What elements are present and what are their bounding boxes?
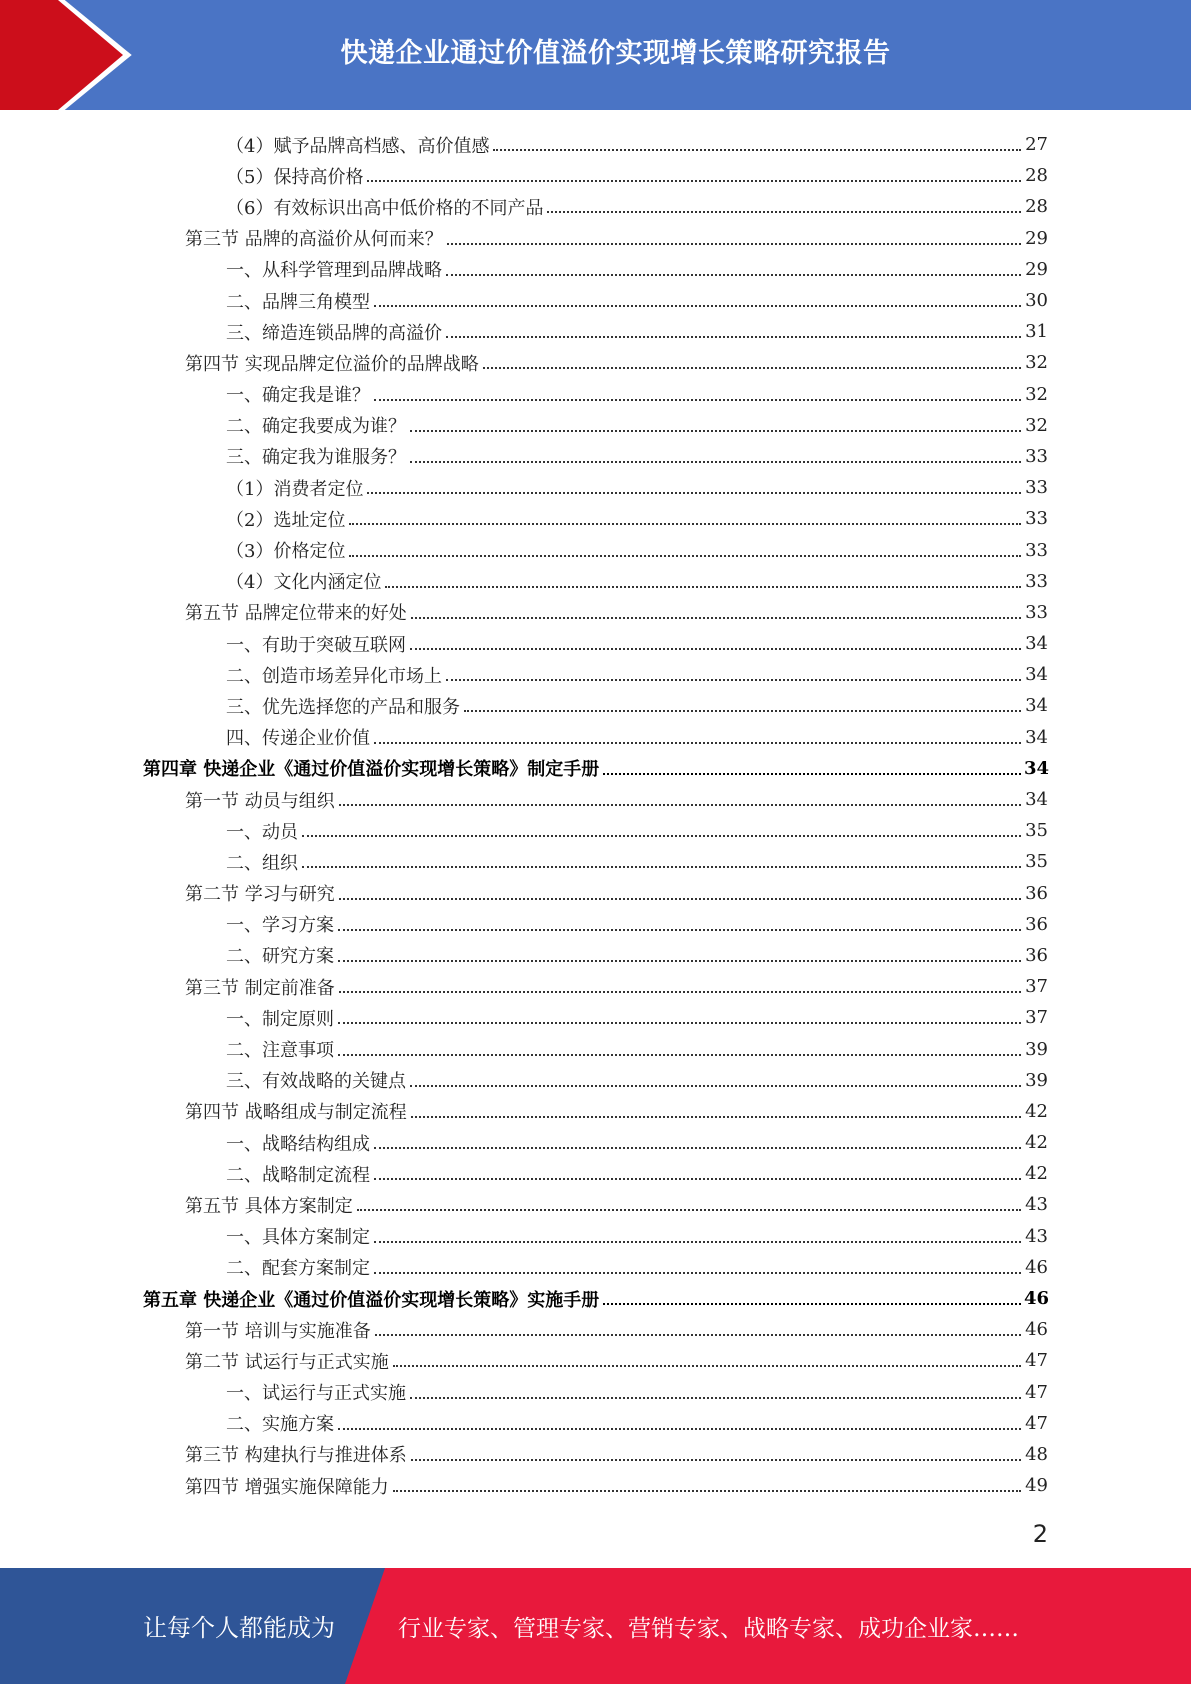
toc-leader-dots [374,1146,1021,1149]
toc-entry[interactable] [0,597,1048,628]
toc-leader-dots [410,429,1021,432]
toc-leader-dots [603,772,1021,775]
toc-leader-dots [411,616,1021,619]
toc-entry[interactable] [0,722,1048,753]
toc-entry-page: 43 [1025,1225,1048,1247]
toc-entry[interactable] [0,659,1048,690]
toc-entry-page: 46 [1024,1288,1050,1310]
toc-entry[interactable] [0,1439,1048,1470]
toc-entry[interactable] [0,940,1048,971]
toc-leader-dots [547,210,1021,213]
toc-leader-dots [374,1240,1021,1243]
toc-entry-label: 第四章 快递企业《通过价值溢价实现增长策略》制定手册 [143,759,600,781]
toc-entry-label: 第一节 培训与实施准备 [185,1320,371,1342]
toc-entry[interactable] [0,534,1048,565]
report-title: 快递企业通过价值溢价实现增长策略研究报告 [340,37,891,69]
toc-entry[interactable] [0,285,1048,316]
toc-entry-page: 37 [1025,976,1048,998]
toc-entry-page: 46 [1025,1319,1048,1341]
toc-leader-dots [464,709,1021,712]
toc-entry-page: 32 [1025,352,1048,374]
toc-entry[interactable] [0,441,1048,472]
toc-leader-dots [374,1271,1021,1274]
toc-entry-label: 三、缔造连锁品牌的高溢价 [226,322,442,344]
toc-entry-label: 二、实施方案 [226,1414,334,1436]
toc-chapter-entry[interactable] [0,753,1048,784]
toc-entry-label: 二、注意事项 [226,1040,334,1062]
toc-entry-label: 二、配套方案制定 [226,1258,370,1280]
toc-entry-page: 47 [1025,1381,1048,1403]
toc-leader-dots [447,242,1021,245]
toc-leader-dots [339,803,1021,806]
toc-entry-page: 33 [1025,508,1048,530]
toc-leader-dots [338,1427,1021,1430]
toc-entry-page: 42 [1025,1100,1048,1122]
toc-entry-label: 一、从科学管理到品牌战略 [226,260,442,282]
toc-entry[interactable] [0,191,1048,222]
toc-entry[interactable] [0,878,1048,909]
toc-entry[interactable] [0,410,1048,441]
toc-leader-dots [385,585,1021,588]
toc-entry[interactable] [0,1221,1048,1252]
toc-entry-label: （2）选址定位 [226,509,346,531]
toc-leader-dots [339,990,1021,993]
page-number: 2 [1032,1520,1048,1548]
page-footer [0,1568,1191,1684]
toc-entry[interactable] [0,1127,1048,1158]
toc-leader-dots [374,304,1021,307]
toc-entry[interactable] [0,379,1048,410]
toc-leader-dots [493,148,1021,151]
toc-entry-page: 35 [1025,820,1048,842]
toc-entry-page: 32 [1025,414,1048,436]
page-header [0,0,1191,110]
toc-entry[interactable] [0,628,1048,659]
toc-entry-page: 36 [1025,882,1048,904]
toc-leader-dots [446,335,1021,338]
toc-entry[interactable] [0,1158,1048,1189]
toc-entry-label: 第三节 品牌的高溢价从何而来？ [185,229,443,251]
toc-entry[interactable] [0,1096,1048,1127]
toc-leader-dots [410,1084,1021,1087]
toc-entry-page: 34 [1025,726,1048,748]
footer-slogan: 让每个人都能成为 [143,1614,335,1642]
toc-entry[interactable] [0,846,1048,877]
toc-entry-page: 47 [1025,1350,1048,1372]
toc-leader-dots [339,897,1021,900]
toc-entry-label: 第五节 具体方案制定 [185,1195,353,1217]
toc-leader-dots [410,460,1021,463]
toc-entry-page: 42 [1025,1163,1048,1185]
toc-leader-dots [411,1115,1021,1118]
toc-entry[interactable] [0,160,1048,191]
toc-entry-page: 34 [1025,789,1048,811]
toc-entry-label: 第二节 试运行与正式实施 [185,1351,389,1373]
toc-entry-label: 三、有效战略的关键点 [226,1071,406,1093]
toc-entry[interactable] [0,784,1048,815]
toc-leader-dots [393,1489,1021,1492]
toc-entry-label: 第四节 增强实施保障能力 [185,1476,389,1498]
toc-leader-dots [374,1177,1021,1180]
toc-entry[interactable] [0,1314,1048,1345]
toc-entry[interactable] [0,1189,1048,1220]
toc-entry-page: 36 [1025,913,1048,935]
toc-leader-dots [302,865,1021,868]
toc-entry-label: （6）有效标识出高中低价格的不同产品 [226,197,544,219]
toc-entry-label: 一、具体方案制定 [226,1227,370,1249]
toc-entry-page: 49 [1025,1475,1048,1497]
toc-entry[interactable] [0,1377,1048,1408]
toc-entry-page: 33 [1025,445,1048,467]
toc-entry-label: 一、学习方案 [226,915,334,937]
toc-entry[interactable] [0,1345,1048,1376]
toc-entry-label: 第三节 构建执行与推进体系 [185,1445,407,1467]
toc-leader-dots [338,1021,1021,1024]
toc-leader-dots [393,1364,1021,1367]
toc-leader-dots [374,741,1021,744]
toc-entry-page: 47 [1025,1412,1048,1434]
toc-entry-page: 37 [1025,1007,1048,1029]
toc-entry-label: 二、研究方案 [226,946,334,968]
toc-entry-label: 一、确定我是谁？ [226,385,370,407]
toc-entry-page: 34 [1024,757,1050,779]
toc-entry-label: 二、创造市场差异化市场上 [226,665,442,687]
toc-entry-label: 四、传递企业价值 [226,728,370,750]
toc-entry-page: 28 [1025,196,1048,218]
toc-entry[interactable] [0,472,1048,503]
toc-leader-dots [357,1208,1021,1211]
toc-entry-label: （3）价格定位 [226,541,346,563]
toc-entry-page: 34 [1025,664,1048,686]
toc-entry-page: 28 [1025,165,1048,187]
toc-leader-dots [349,522,1021,525]
toc-entry-page: 29 [1025,227,1048,249]
toc-entry-label: 第四节 战略组成与制定流程 [185,1102,407,1124]
footer-roles: 行业专家、管理专家、营销专家、战略专家、成功企业家…… [398,1616,1019,1642]
toc-entry-page: 48 [1025,1443,1048,1465]
toc-leader-dots [446,678,1021,681]
toc-entry[interactable] [0,347,1048,378]
toc-entry-label: 二、品牌三角模型 [226,291,370,313]
toc-entry-page: 36 [1025,944,1048,966]
toc-entry[interactable] [0,815,1048,846]
toc-entry-page: 33 [1025,477,1048,499]
toc-leader-dots [374,398,1021,401]
toc-entry-label: 第三节 制定前准备 [185,977,335,999]
toc-leader-dots [483,366,1021,369]
toc-leader-dots [411,1458,1021,1461]
toc-entry-page: 33 [1025,601,1048,623]
toc-leader-dots [302,834,1021,837]
toc-leader-dots [410,647,1021,650]
toc-entry-label: （4）赋予品牌高档感、高价值感 [226,135,490,157]
toc-entry[interactable] [0,1408,1048,1439]
toc-entry[interactable] [0,1002,1048,1033]
toc-entry-label: 一、制定原则 [226,1008,334,1030]
toc-entry-label: 一、试运行与正式实施 [226,1383,406,1405]
toc-leader-dots [367,491,1021,494]
toc-entry-page: 31 [1025,321,1048,343]
toc-entry-page: 34 [1025,695,1048,717]
toc-entry[interactable] [0,316,1048,347]
toc-entry[interactable] [0,690,1048,721]
toc-entry[interactable] [0,909,1048,940]
toc-entry-label: 第五节 品牌定位带来的好处 [185,603,407,625]
toc-entry-page: 32 [1025,383,1048,405]
toc-entry-page: 39 [1025,1069,1048,1091]
toc-entry-label: （4）文化内涵定位 [226,572,382,594]
toc-entry[interactable] [0,254,1048,285]
toc-entry-label: 一、战略结构组成 [226,1133,370,1155]
toc-leader-dots [446,273,1021,276]
toc-entry-page: 29 [1025,258,1048,280]
toc-entry-label: 三、确定我为谁服务？ [226,447,406,469]
toc-entry[interactable] [0,223,1048,254]
toc-chapter-entry[interactable] [0,1283,1048,1314]
toc-leader-dots [338,1053,1021,1056]
toc-entry-label: 二、组织 [226,852,298,874]
toc-entry-page: 43 [1025,1194,1048,1216]
toc-leader-dots [367,179,1021,182]
toc-entry-label: 二、确定我要成为谁？ [226,416,406,438]
table-of-contents [0,129,1191,1501]
toc-leader-dots [338,959,1021,962]
toc-leader-dots [338,928,1021,931]
toc-entry-page: 33 [1025,570,1048,592]
toc-entry[interactable] [0,503,1048,534]
toc-entry-page: 34 [1025,633,1048,655]
toc-entry-page: 42 [1025,1132,1048,1154]
toc-entry-page: 30 [1025,290,1048,312]
toc-entry[interactable] [0,1065,1048,1096]
toc-entry-label: （5）保持高价格 [226,166,364,188]
toc-entry-page: 46 [1025,1256,1048,1278]
toc-entry-page: 39 [1025,1038,1048,1060]
toc-entry[interactable] [0,566,1048,597]
toc-leader-dots [603,1302,1021,1305]
toc-entry-label: 一、有助于突破互联网 [226,634,406,656]
toc-entry[interactable] [0,1252,1048,1283]
toc-entry-page: 33 [1025,539,1048,561]
toc-leader-dots [410,1396,1021,1399]
toc-entry-label: （1）消费者定位 [226,478,364,500]
toc-leader-dots [375,1333,1021,1336]
toc-entry[interactable] [0,971,1048,1002]
toc-entry[interactable] [0,129,1048,160]
toc-entry-label: 三、优先选择您的产品和服务 [226,696,460,718]
toc-entry-page: 35 [1025,851,1048,873]
toc-entry[interactable] [0,1033,1048,1064]
toc-leader-dots [349,554,1021,557]
toc-entry-label: 一、动员 [226,821,298,843]
toc-entry-label: 第二节 学习与研究 [185,884,335,906]
toc-entry-label: 第四节 实现品牌定位溢价的品牌战略 [185,353,479,375]
toc-entry-page: 27 [1025,134,1048,156]
toc-entry-label: 二、战略制定流程 [226,1164,370,1186]
toc-entry-label: 第五章 快递企业《通过价值溢价实现增长策略》实施手册 [143,1289,600,1311]
toc-entry-label: 第一节 动员与组织 [185,790,335,812]
toc-entry[interactable] [0,1470,1048,1501]
